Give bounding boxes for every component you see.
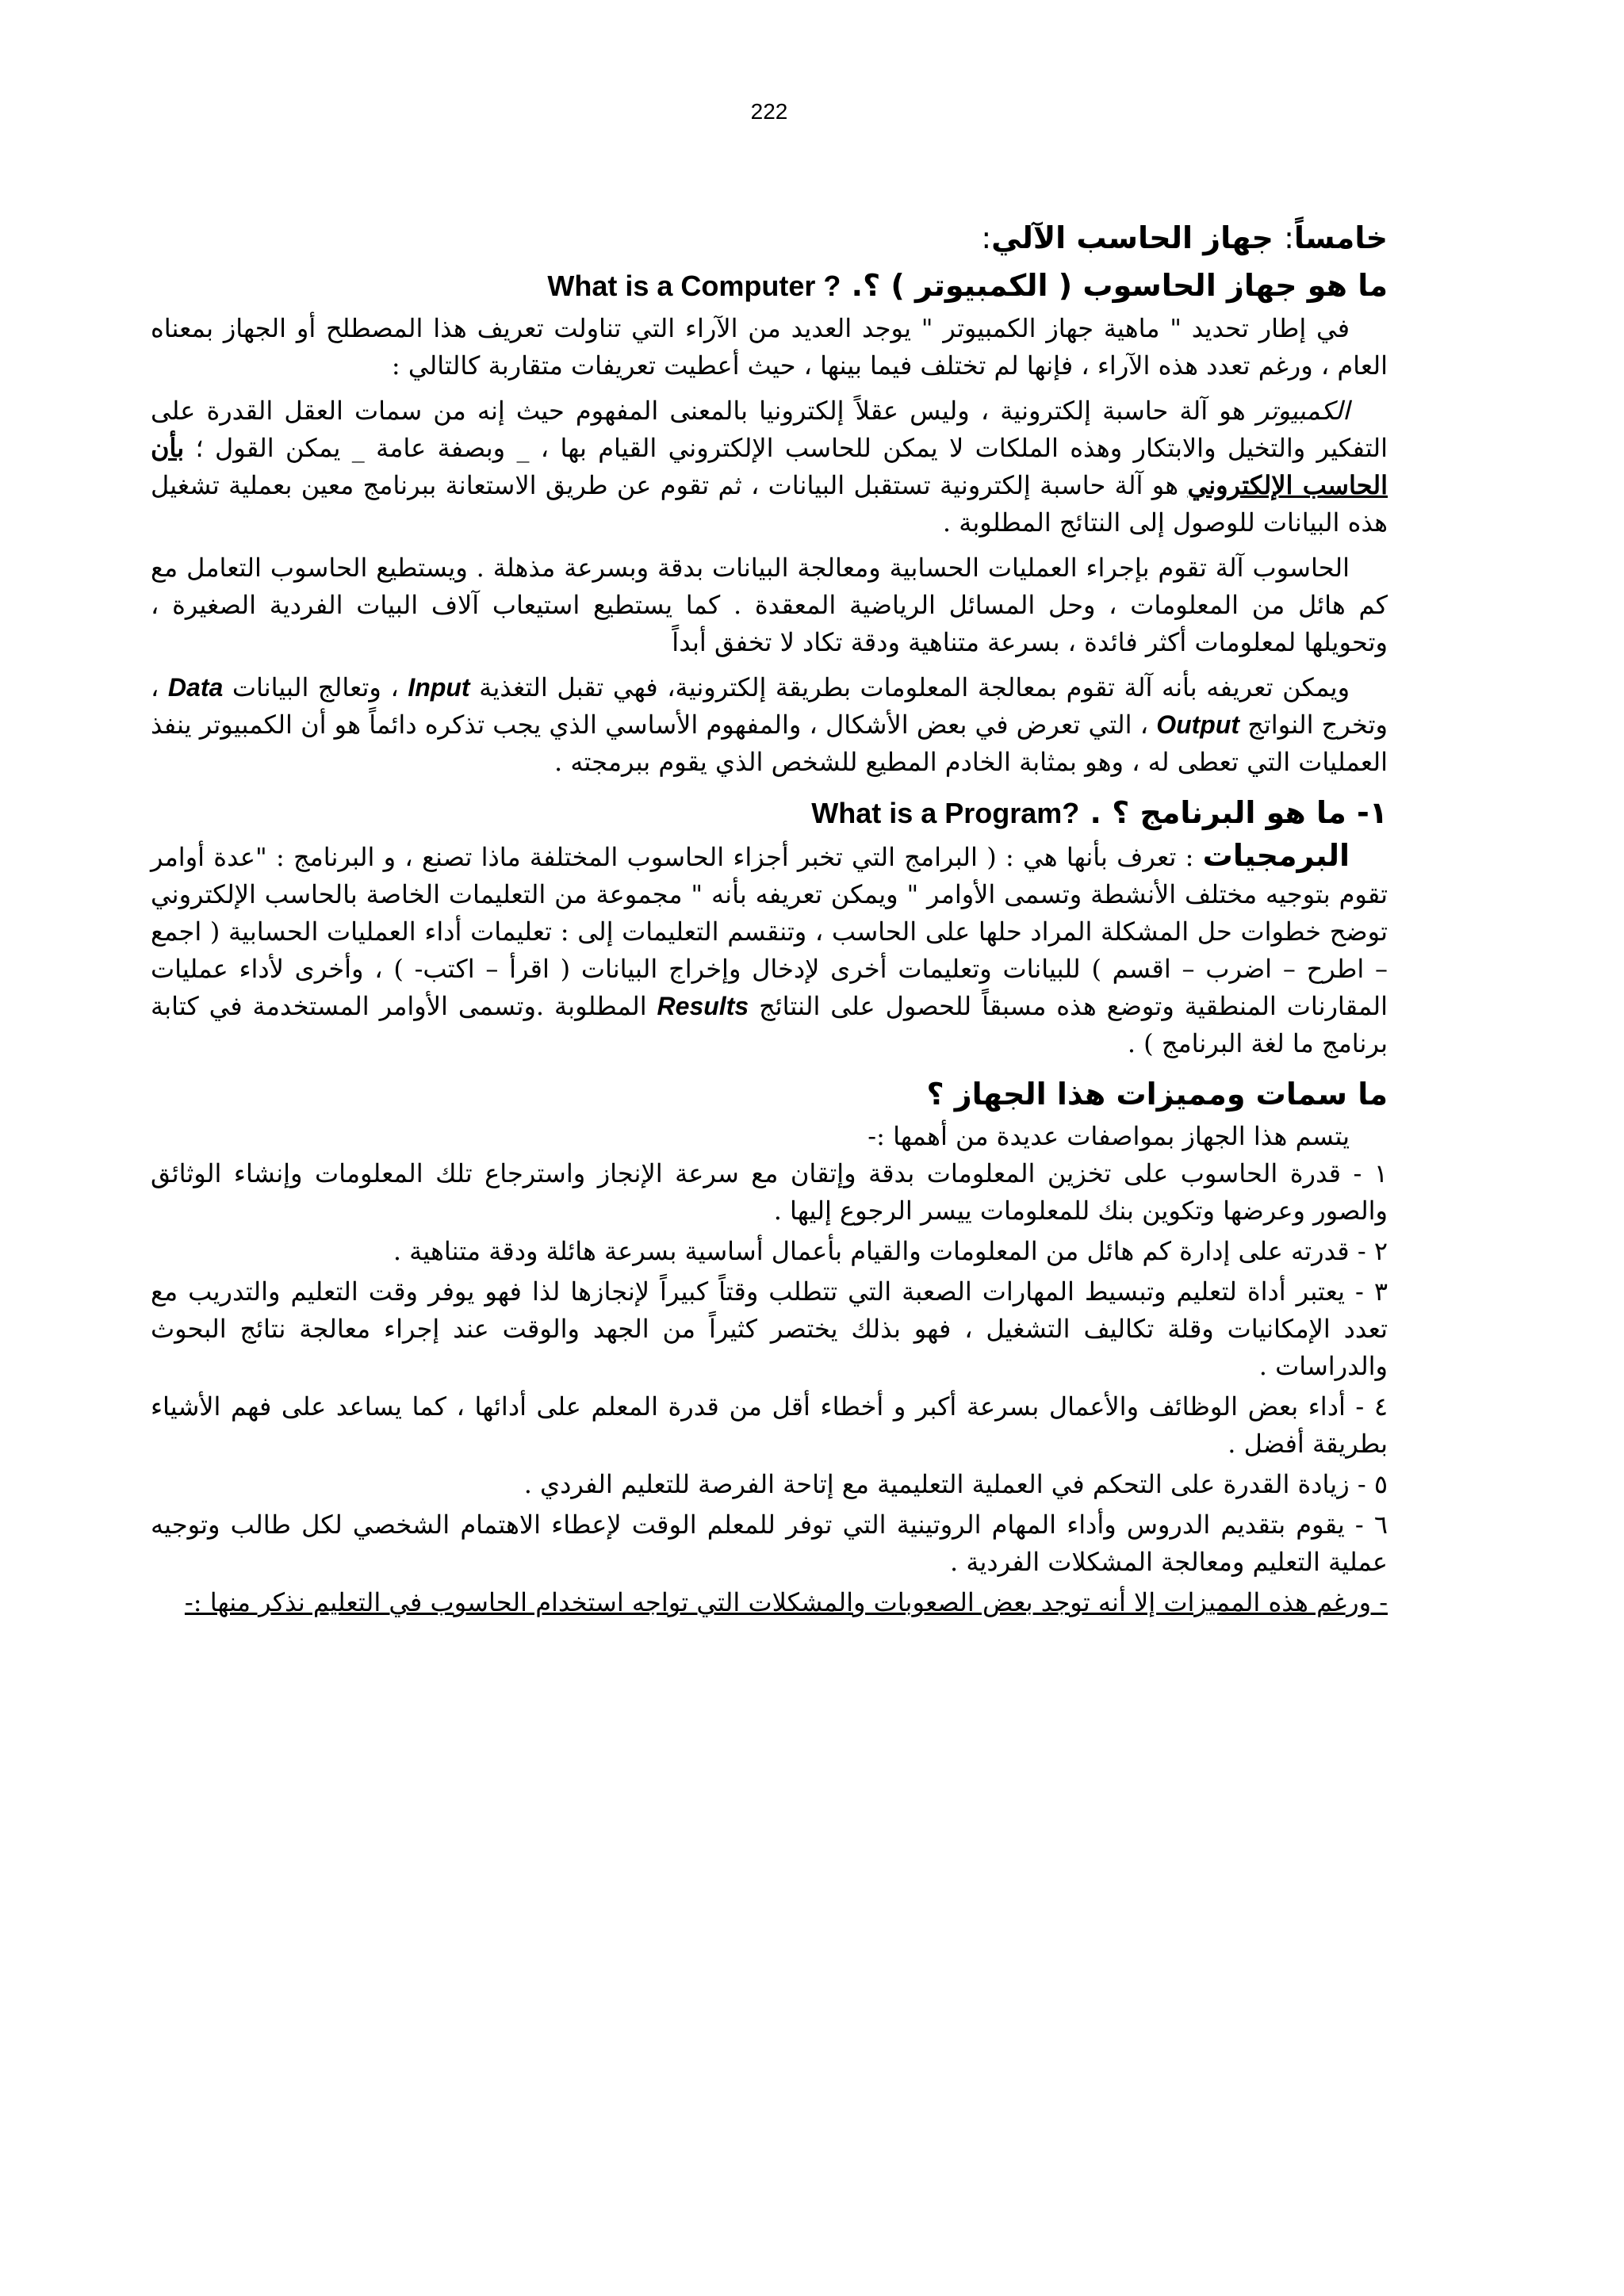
heading-what-is-program-ar: ١- ما هو البرنامج ؟ .: [1090, 795, 1388, 830]
intro-paragraph: في إطار تحديد " ماهية جهاز الكمبيوتر " يوجد العديد من الآراء التي تناولت تعريف هذا المصطلح أو الجهاز بمعناه العام ، ورغم تعدد هذه الآراء ، فإنها لم تختلف فيما بينها ، حيث أعطيت تعريفات متقاربة كالتالي :: [151, 313, 1388, 381]
definition-emphasis: بأن الحاسب الإلكتروني: [151, 433, 1388, 500]
term-input: Input: [408, 673, 470, 702]
feature-item: ٤ - أداء بعض الوظائف والأعمال بسرعة أكبر و أخطاء أقل من قدرة المعلم على أدائها ، كما يساعد على فهم الأشياء بطريقة أفضل .: [151, 1391, 1388, 1459]
software-paragraph: [151, 837, 1388, 1062]
heading-what-is-computer: [151, 262, 1388, 310]
term-results: Results: [657, 992, 749, 1020]
definition-text-2: هو آلة حاسبة إلكترونية تستقبل البيانات ، ثم تقوم عن طريق الاستعانة ببرنامج معين بعملية تشغيل هذه البيانات للوصول إلى النتائج المطلوبة .: [151, 470, 1388, 538]
heading-what-is-computer-ar: ما هو جهاز الحاسوب ( الكمبيوتر ) ؟.: [851, 268, 1388, 303]
section-label-colon: :: [1284, 220, 1294, 255]
section-title: جهاز الحاسب الآلي: [991, 220, 1274, 255]
page-number: 222: [750, 99, 788, 124]
section-heading-computer: [151, 214, 1388, 262]
feature-item: ٦ - يقوم بتقديم الدروس وأداء المهام الروتينية التي توفر للمعلم الوقت لإعطاء الاهتمام الشخصي لكل طالب وتوجيه عملية التعليم ومعالجة المشكلات الفردية .: [151, 1510, 1388, 1577]
heading-what-is-program-en: What is a Program?: [811, 797, 1080, 829]
io-text-2: ، وتعالج البيانات: [223, 672, 408, 702]
section-label: خامساً: [1293, 220, 1388, 255]
input-output-paragraph: [151, 669, 1388, 781]
definition-text-1: هو آلة حاسبة إلكترونية ، وليس عقلاً إلكترونيا بالمعنى المفهوم حيث إنه من سمات العقل القدرة على التفكير والتخيل والابتكار وهذه الملكات لا يمكن للحاسب الإلكتروني القيام بها ، _ وبصفة عامة _ يمكن القول ؛: [151, 396, 1388, 463]
page-content: [151, 214, 1388, 1629]
feature-item: ١ - قدرة الحاسوب على تخزين المعلومات بدقة وإتقان مع سرعة الإنجاز واسترجاع تلك المعلومات وإنشاء الوثائق والصور وعرضها وتكوين بنك للمعلومات ييسر الرجوع إليها .: [151, 1158, 1388, 1226]
features-intro: يتسم هذا الجهاز بمواصفات عديدة من أهمها :-: [868, 1121, 1350, 1151]
software-text-1: : تعرف بأنها هي : ( البرامج التي تخبر أجزاء الحاسوب المختلفة ماذا تصنع ، و البرنامج : "عدة أوامر تقوم بتوجيه مختلف الأنشطة وتسمى الأوامر " ويمكن تعريفه بأنه " مجموعة من التعليمات الخاصة بالحاسب الإلكتروني توضح خطوات حل المشكلة المراد حلها على الحاسب ، وتنقسم التعليمات إلى : تعليمات أداء العمليات الحسابية ( اجمع – اطرح – اضرب – اقسم ) للبيانات وتعليمات أخرى لإدخال وإخراج البيانات ( اقرأ – اكتب- ) ، وأخرى لأداء عمليات المقارنات المنطقية وتوضع هذه مسبقاً للحصول على النتائج: [151, 842, 1388, 1021]
features-list: [151, 1155, 1388, 1581]
feature-item: ٣ - يعتبر أداة لتعليم وتبسيط المهارات الصعبة التي تتطلب وقتاً كبيراً لإنجازها لذا فهو يوفر وقت التعليم والتدريب مع تعدد الإمكانيات وقلة تكاليف التشغيل ، فهو بذلك يختصر كثيراً من الجهد والوقت عند إجراء معالجة نتائج البحوث والدراسات .: [151, 1276, 1388, 1381]
closing-note: - ورغم هذه المميزات إلا أنه توجد بعض الصعوبات والمشكلات التي تواجه استخدام الحاسوب في التعليم نذكر منها :-: [184, 1587, 1388, 1617]
heading-what-is-computer-en: What is a Computer ?: [547, 270, 841, 302]
definition-paragraph: [151, 392, 1388, 541]
software-term: البرمجيات: [1202, 838, 1350, 873]
heading-features: ما سمات ومميزات هذا الجهاز ؟: [926, 1077, 1388, 1112]
document-page: [151, 0, 1388, 2296]
feature-item: ٥ - زيادة القدرة على التحكم في العملية التعليمية مع إتاحة الفرصة للتعليم الفردي .: [523, 1469, 1388, 1499]
io-text-1: ويمكن تعريفه بأنه آلة تقوم بمعالجة المعلومات بطريقة إلكترونية، فهي تقبل التغذية: [469, 672, 1350, 702]
heading-what-is-program: [151, 789, 1388, 837]
feature-item: ٢ - قدرته على إدارة كم هائل من المعلومات والقيام بأعمال أساسية بسرعة هائلة ودقة متناهية .: [393, 1236, 1388, 1266]
software-text-2: المطلوبة .وتسمى الأوامر المستخدمة في كتابة برنامج ما لغة البرنامج ) .: [151, 991, 1388, 1058]
io-text-3: ، وتخرج النواتج: [151, 672, 1388, 740]
io-text-4: ، التي تعرض في بعض الأشكال ، والمفهوم الأساسي الذي يجب تذكره دائماً هو أن الكمبيوتر ينفذ العمليات التي تعطى له ، وهو بمثابة الخادم المطيع للشخص الذي يقوم ببرمجته .: [151, 710, 1388, 777]
term-data: Data: [167, 673, 224, 702]
capabilities-paragraph: الحاسوب آلة تقوم بإجراء العمليات الحسابية ومعالجة البيانات بدقة وبسرعة مذهلة . ويستطيع الحاسوب التعامل مع كم هائل من المعلومات ، وحل المسائل الرياضية المعقدة . كما يستطيع استيعاب آلاف البيات الفردية الصغيرة ، وتحويلها لمعلومات أكثر فائدة ، بسرعة متناهية ودقة تكاد لا تخفق أبداً: [151, 553, 1388, 657]
definition-term: الكمبيوتر: [1256, 396, 1350, 426]
section-title-colon: :: [981, 220, 992, 255]
term-output: Output: [1156, 710, 1240, 739]
